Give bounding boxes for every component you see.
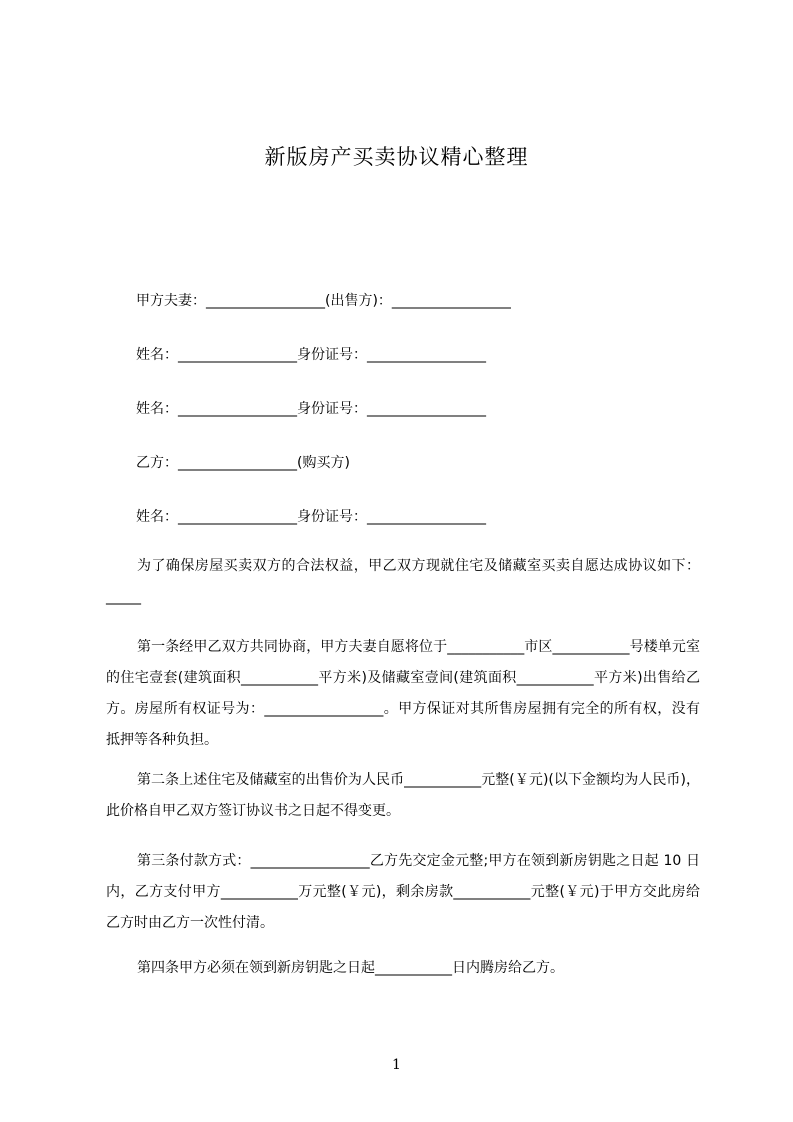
seller-name-2: 姓名：_________________身份证号：_________________ — [136, 401, 486, 417]
seller-line: 甲方夫妻：_________________(出售方)：_________________ — [136, 293, 511, 309]
buyer-line: 乙方：_________________(购买方) — [136, 455, 350, 471]
article-3-paragraph: 第三条付款方式：_________________乙方先交定金元整;甲方在领到新房钥匙之日起 10 日内，乙方支付甲方___________万元整(￥元)，剩余房款___________元整(￥元)于甲方交此房给乙方时由乙方一次性付清。 — [106, 853, 700, 931]
document-title: 新版房产买卖协议精心整理 — [264, 145, 529, 169]
article-4-paragraph: 第四条甲方必须在领到新房钥匙之日起___________日内腾房给乙方。 — [137, 960, 564, 976]
article-1-paragraph: 第一条经甲乙双方共同协商，甲方夫妻自愿将位于___________市区___________号楼单元室的住宅壹套(建筑面积___________平方米)及储藏室壹间(建筑面积___________平方米)出售给乙方。房屋所有权证号为：_________________。甲方保证对其所售房屋拥有完全的所有权，没有抵押等各种负担。 — [106, 639, 700, 748]
seller-name-1: 姓名：_________________身份证号：_________________ — [136, 347, 486, 363]
article-2-paragraph: 第二条上述住宅及储藏室的出售价为人民币___________元整(￥元)(以下金额均为人民币)，此价格自甲乙双方签订协议书之日起不得变更。 — [106, 772, 700, 819]
intro-paragraph: 为了确保房屋买卖双方的合法权益，甲乙双方现就住宅及储藏室买卖自愿达成协议如下： _____ — [106, 558, 700, 605]
page-number: 1 — [392, 1057, 401, 1073]
buyer-name: 姓名：_________________身份证号：_________________ — [136, 509, 486, 525]
